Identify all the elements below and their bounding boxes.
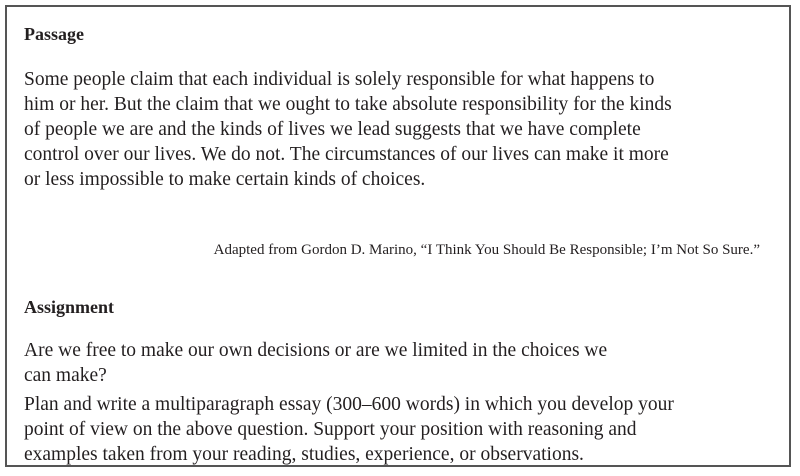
question-line: can make? [24, 365, 107, 386]
assignment-question [24, 338, 784, 388]
instructions-line: examples taken from your reading, studies, experience, or observations. [24, 444, 584, 465]
question-line: Are we free to make our own decisions or are we limited in the choices we [24, 340, 608, 361]
passage-heading: Passage [24, 24, 84, 44]
passage-line: him or her. But the claim that we ought to take absolute responsibility for the kinds [24, 94, 672, 115]
passage-line: Some people claim that each individual is solely responsible for what happens to [24, 69, 655, 90]
instructions-line: point of view on the above question. Support your position with reasoning and [24, 419, 637, 440]
passage-line: control over our lives. We do not. The circumstances of our lives can make it more [24, 144, 669, 165]
passage-line: of people we are and the kinds of lives we lead suggests that we have complete [24, 119, 641, 140]
passage-text [24, 67, 784, 192]
passage-citation: Adapted from Gordon D. Marino, “I Think You Should Be Responsible; I’m Not So Sure.” [213, 242, 760, 258]
assignment-instructions [24, 392, 784, 467]
assignment-heading: Assignment [24, 297, 115, 317]
instructions-line: Plan and write a multiparagraph essay (300–600 words) in which you develop your [24, 394, 674, 415]
passage-line: or less impossible to make certain kinds of choices. [24, 169, 426, 190]
